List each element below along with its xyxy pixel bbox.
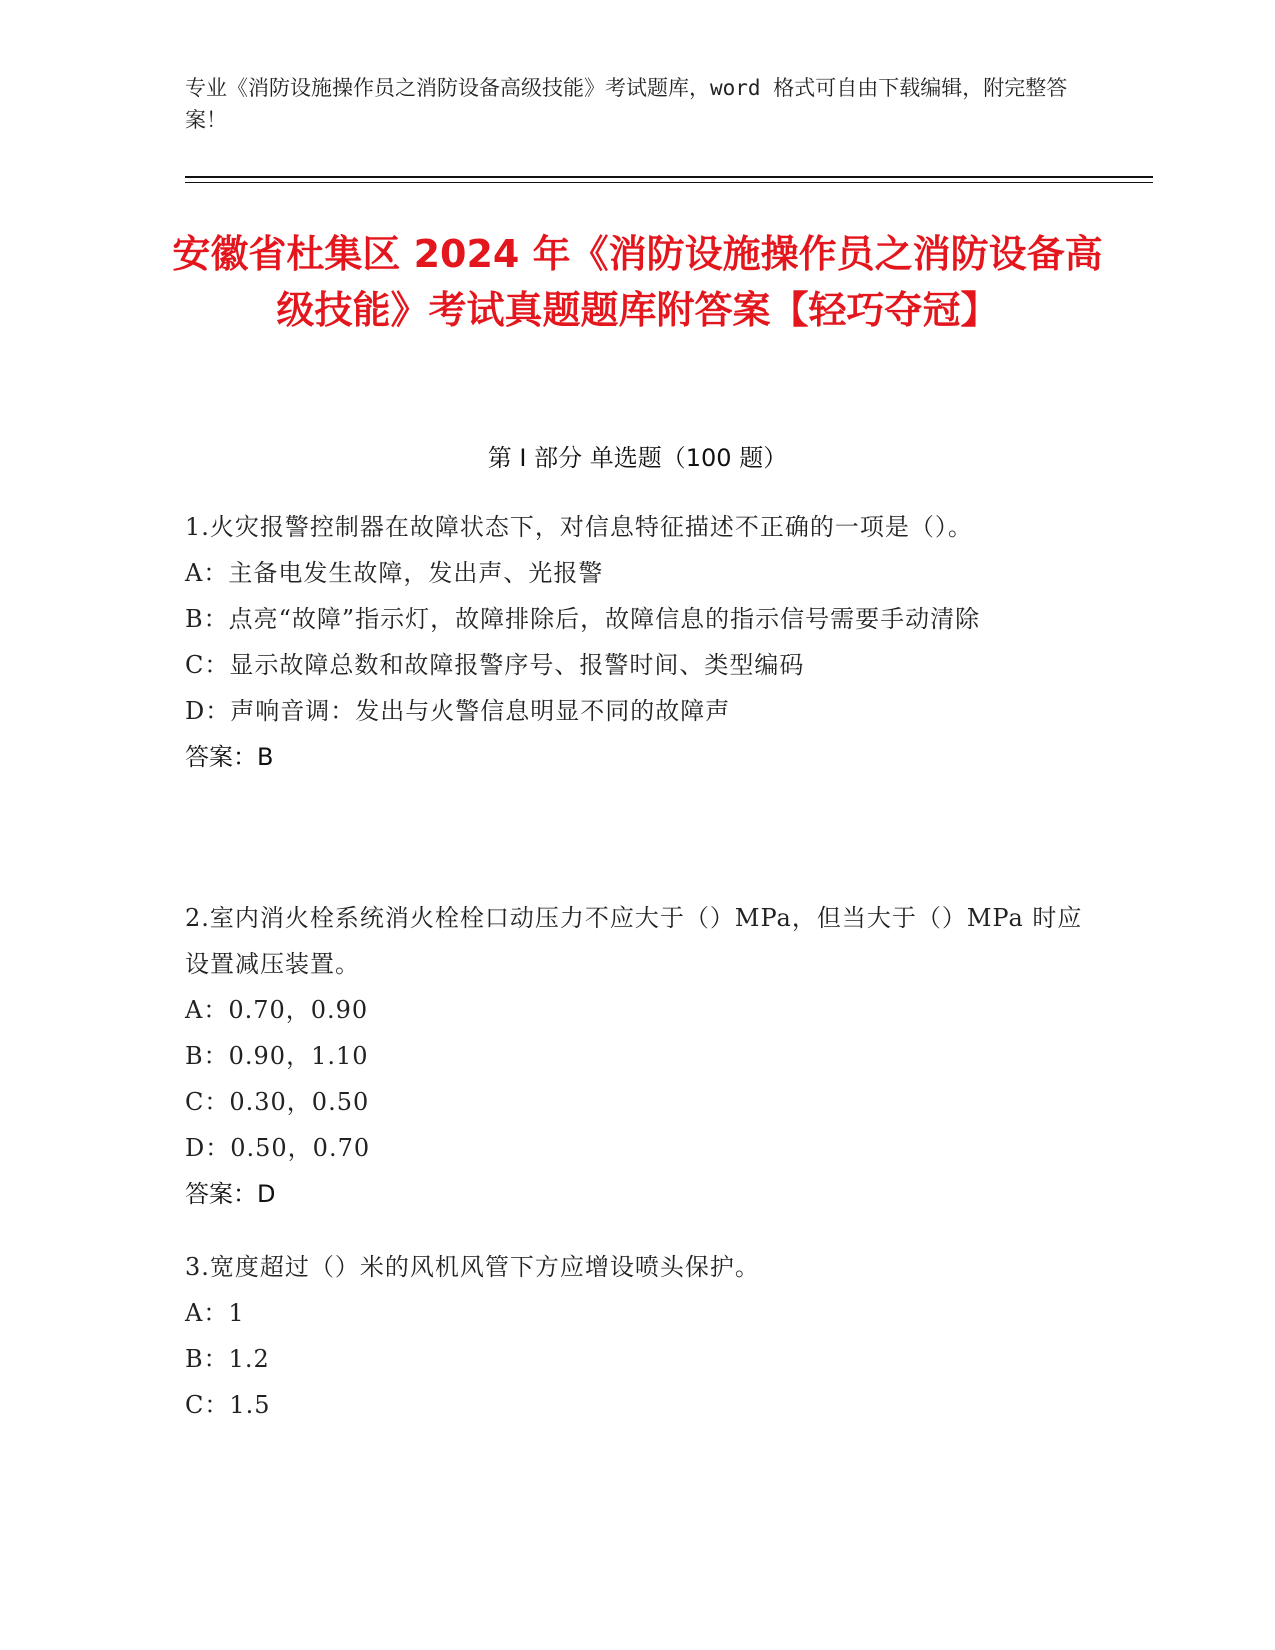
option-b: B：0.90，1.10 (185, 1042, 369, 1070)
option-b: B：1.2 (185, 1345, 270, 1373)
option-a: A：0.70，0.90 (185, 996, 369, 1024)
option-b: B：点亮“故障”指示灯，故障排除后，故障信息的指示信号需要手动清除 (185, 605, 981, 633)
option-d: D：0.50，0.70 (185, 1134, 371, 1162)
option-c: C：显示故障总数和故障报警序号、报警时间、类型编码 (185, 651, 805, 679)
answer: 答案：B (185, 743, 274, 771)
option-c: C：0.30，0.50 (185, 1088, 370, 1116)
document-title: 安徽省杜集区 2024 年《消防设施操作员之消防设备高级技能》考试真题题库附答案【轻巧夺冠】 (172, 232, 1103, 332)
option-a: A：主备电发生故障，发出声、光报警 (185, 559, 604, 587)
header-divider-thin (185, 182, 1153, 183)
option-d: D：声响音调：发出与火警信息明显不同的故障声 (185, 697, 731, 725)
question-3 (185, 1244, 1085, 1428)
question-stem: 3.宽度超过（）米的风机风管下方应增设喷头保护。 (185, 1253, 760, 1281)
option-a: A：1 (185, 1299, 245, 1327)
question-stem: 1.火灾报警控制器在故障状态下，对信息特征描述不正确的一项是（）。 (185, 513, 973, 541)
section-heading: 第 I 部分 单选题（100 题） (487, 444, 788, 472)
header-note: 专业《消防设施操作员之消防设备高级技能》考试题库，word 格式可自由下载编辑，附完整答案！ (185, 76, 1068, 132)
question-stem: 2.室内消火栓系统消火栓栓口动压力不应大于（）MPa，但当大于（）MPa 时应设置减压装置。 (185, 904, 1083, 978)
question-1 (185, 504, 1085, 780)
answer: 答案：D (185, 1180, 276, 1208)
option-c: C：1.5 (185, 1391, 271, 1419)
question-2 (185, 895, 1085, 1217)
header-divider (185, 176, 1153, 178)
